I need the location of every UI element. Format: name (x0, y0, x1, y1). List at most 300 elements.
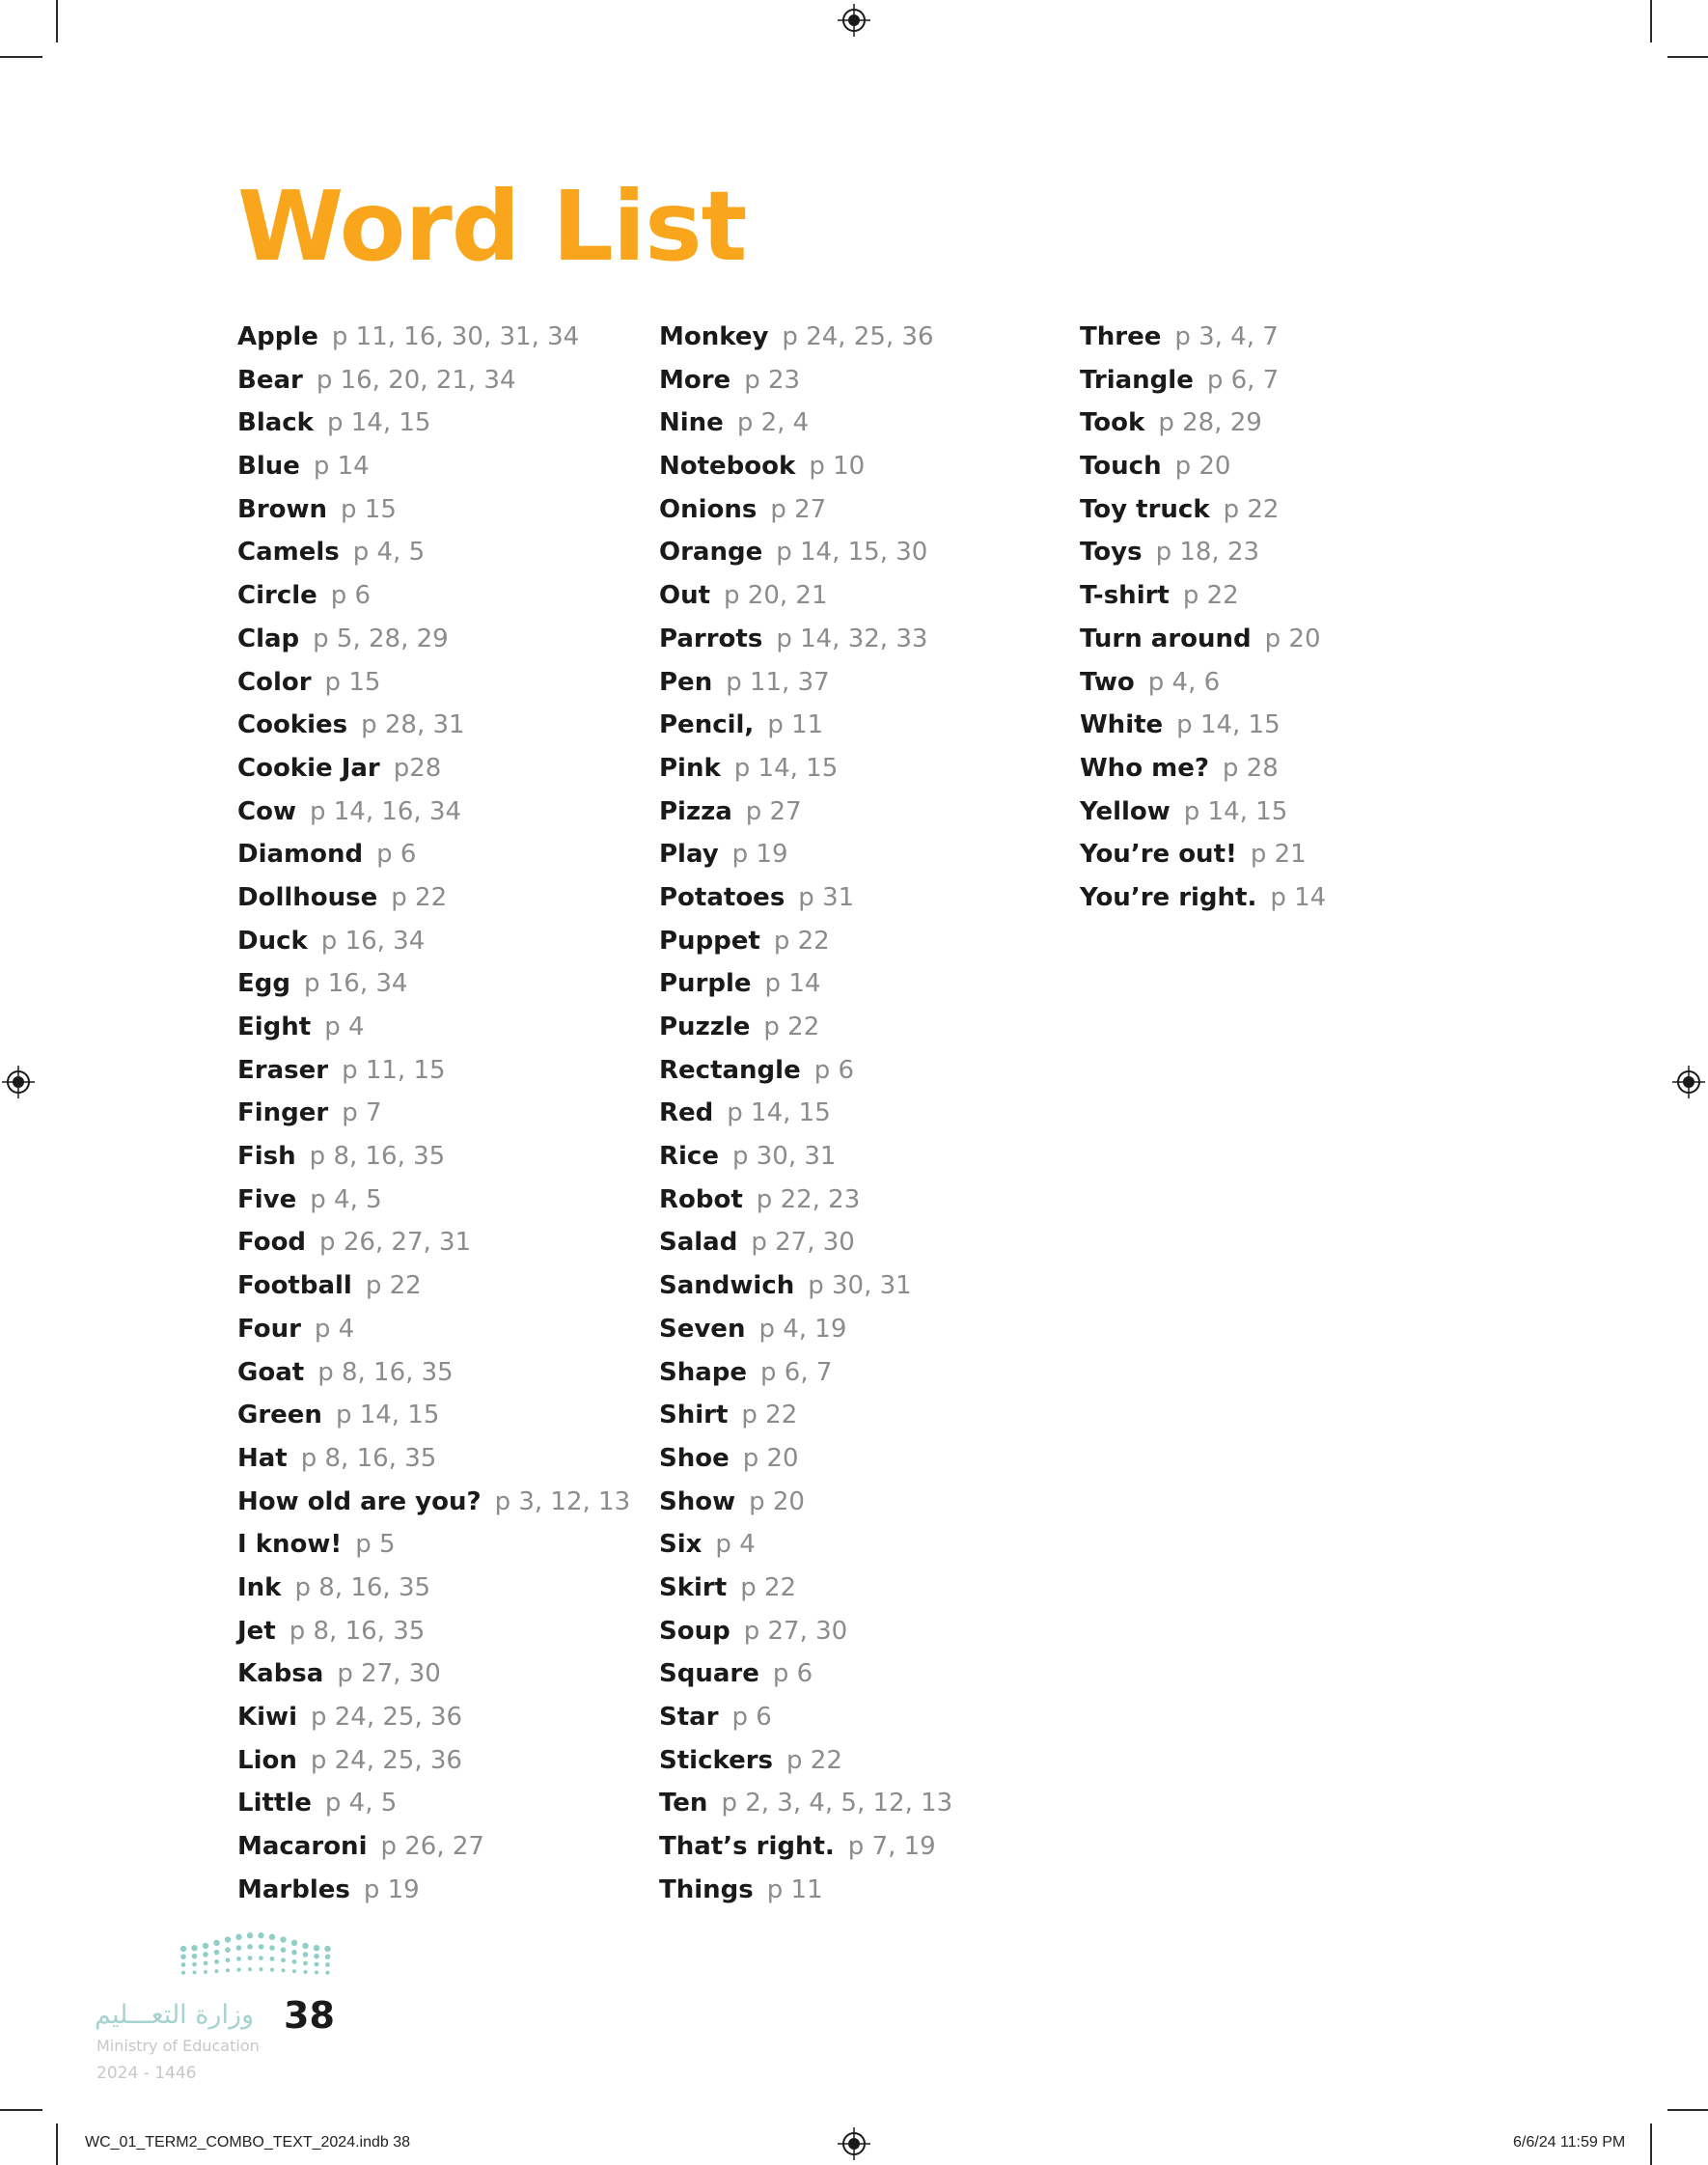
page-reference: p 28, 31 (361, 710, 465, 740)
page-reference: p 14, 15 (733, 753, 839, 783)
word-entry (237, 1569, 630, 1613)
word-entry (659, 404, 952, 448)
word-label: Goat (237, 1357, 305, 1387)
word-entry (659, 1828, 952, 1872)
word-entry (1080, 750, 1326, 793)
page-reference: p 16, 20, 21, 34 (316, 365, 516, 395)
ministry-name: Ministry of Education (96, 2037, 260, 2055)
word-entry (659, 793, 952, 837)
page-reference: p 20, 21 (724, 581, 828, 611)
word-entry (659, 1267, 952, 1311)
word-label: Food (237, 1228, 307, 1258)
page-number: 38 (284, 1994, 335, 2037)
page-reference: p 2, 4 (736, 408, 810, 438)
word-label: Touch (1080, 452, 1162, 482)
word-label: Puzzle (659, 1013, 751, 1041)
word-entry (237, 1484, 630, 1527)
word-entry (1080, 707, 1326, 750)
word-entry (659, 448, 952, 491)
page-reference: p 20 (742, 1443, 799, 1473)
page-reference: p 27 (745, 796, 802, 826)
page-reference: p 20 (1264, 624, 1321, 653)
page-reference: p 8, 16, 35 (289, 1616, 426, 1646)
word-entry (237, 1009, 630, 1052)
page-reference: p 21 (1250, 840, 1307, 870)
word-label: T-shirt (1080, 581, 1170, 611)
word-entry (237, 1354, 630, 1398)
page-reference: p 24, 25, 36 (311, 1703, 463, 1732)
word-label: Shirt (659, 1401, 729, 1430)
word-label: Brown (237, 494, 328, 524)
word-entry (237, 448, 630, 491)
logo-dot (260, 1967, 263, 1971)
word-entry (237, 707, 630, 750)
word-entry (1080, 879, 1326, 923)
word-label: Ten (659, 1789, 708, 1818)
word-label: Toys (1080, 538, 1143, 568)
registration-mark-icon (838, 4, 870, 37)
word-label: Orange (659, 538, 763, 568)
page-reference: p 22 (763, 1013, 820, 1041)
word-label: More (659, 365, 731, 395)
word-label: Bear (237, 365, 303, 395)
page-reference: p 2, 3, 4, 5, 12, 13 (721, 1789, 953, 1818)
logo-dot (302, 1943, 308, 1949)
logo-dot (192, 1954, 198, 1959)
word-label: Onions (659, 494, 758, 524)
word-label: Football (237, 1271, 352, 1301)
word-label: Potatoes (659, 882, 785, 912)
word-label: Green (237, 1401, 322, 1430)
word-label: Shoe (659, 1443, 730, 1473)
logo-dot (325, 1962, 330, 1967)
logo-dot (226, 1968, 230, 1972)
logo-dot (292, 1959, 297, 1964)
page-reference: p 14, 15, 30 (776, 538, 928, 568)
word-column-3 (1080, 319, 1326, 923)
page-reference: p 14, 15 (1176, 710, 1281, 740)
word-label: Marbles (237, 1874, 350, 1904)
page-reference: p 7, 19 (847, 1832, 936, 1862)
word-entry (659, 1872, 952, 1915)
word-entry (237, 1440, 630, 1484)
word-label: Pen (659, 667, 713, 697)
word-label: That’s right. (659, 1832, 835, 1862)
word-entry (1080, 448, 1326, 491)
logo-dot (180, 1946, 186, 1952)
logo-dot (247, 1944, 253, 1950)
word-entry (659, 1052, 952, 1096)
logo-dot (270, 1968, 274, 1972)
word-label: Eraser (237, 1055, 329, 1085)
word-entry (237, 577, 630, 621)
page-reference: p 4, 19 (758, 1314, 847, 1344)
word-label: Toy truck (1080, 494, 1210, 524)
word-label: Cow (237, 796, 296, 826)
word-label: Pink (659, 753, 721, 783)
page-reference: p 6, 7 (1206, 365, 1280, 395)
word-entry (237, 1267, 630, 1311)
word-label: White (1080, 710, 1164, 740)
page-reference: p 22 (786, 1745, 842, 1775)
word-label: Shape (659, 1357, 748, 1387)
page-reference: p 24, 25, 36 (782, 322, 934, 351)
word-label: Clap (237, 624, 300, 653)
page-reference: p 14 (1270, 882, 1327, 912)
word-entry (659, 1655, 952, 1699)
word-entry (659, 1009, 952, 1052)
crop-mark (0, 56, 42, 58)
page-reference: p 23 (744, 365, 801, 395)
page-reference: p 6 (813, 1055, 855, 1085)
word-label: Seven (659, 1314, 746, 1344)
page-reference: p 14, 16, 34 (309, 796, 462, 826)
word-entry (237, 1699, 630, 1742)
word-entry (237, 1613, 630, 1656)
word-label: Circle (237, 581, 317, 611)
word-label: Who me? (1080, 753, 1209, 783)
word-entry (237, 534, 630, 577)
logo-dot (204, 1961, 208, 1966)
word-label: Black (237, 408, 314, 438)
word-label: Purple (659, 969, 752, 999)
logo-dot (259, 1956, 263, 1960)
logo-dot (181, 1971, 185, 1975)
word-label: Eight (237, 1013, 312, 1041)
logo-dot (324, 1946, 330, 1952)
word-label: Rectangle (659, 1055, 801, 1085)
page-reference: p 4, 5 (324, 1789, 398, 1818)
page-reference: p 14, 15 (335, 1401, 440, 1430)
page-reference: p 14, 15 (1183, 796, 1288, 826)
word-label: Kiwi (237, 1703, 297, 1732)
logo-dot (247, 1932, 253, 1938)
word-entry (237, 1052, 630, 1096)
page-reference: p 15 (324, 667, 381, 697)
logo-dot (258, 1932, 263, 1938)
word-entry (237, 1397, 630, 1440)
page-reference: p 18, 23 (1155, 538, 1260, 568)
word-entry (237, 1311, 630, 1354)
page-reference: p 6 (772, 1659, 813, 1689)
word-label: Camels (237, 538, 340, 568)
crop-mark (1667, 56, 1708, 58)
word-label: Egg (237, 969, 290, 999)
page-reference: p 14, 32, 33 (776, 624, 928, 653)
logo-dot (326, 1971, 330, 1975)
word-label: Ink (237, 1572, 282, 1602)
page-reference: p 11, 15 (342, 1055, 446, 1085)
word-label: Rice (659, 1142, 719, 1172)
word-entry (237, 1138, 630, 1181)
word-entry (1080, 362, 1326, 405)
logo-dot (314, 1945, 319, 1951)
logo-dot (225, 1936, 231, 1942)
logo-dot (314, 1954, 319, 1959)
word-label: Kabsa (237, 1659, 324, 1689)
word-entry (237, 836, 630, 879)
word-entry (237, 362, 630, 405)
word-label: Dollhouse (237, 882, 378, 912)
page-reference: p 14, 15 (326, 408, 431, 438)
page-reference: p 16, 34 (320, 926, 426, 956)
word-entry (237, 1095, 630, 1138)
page-reference: p 6, 7 (760, 1357, 833, 1387)
page-reference: p 14 (764, 969, 821, 999)
logo-dot (191, 1945, 197, 1951)
word-entry (659, 707, 952, 750)
word-entry (237, 621, 630, 664)
word-entry (237, 1742, 630, 1786)
word-label: Show (659, 1486, 736, 1516)
word-entry (237, 1224, 630, 1267)
word-entry (1080, 621, 1326, 664)
word-label: Pizza (659, 796, 732, 826)
word-entry (659, 1526, 952, 1569)
logo-dot (280, 1936, 286, 1942)
logo-dot (226, 1957, 231, 1962)
word-entry (237, 1785, 630, 1828)
word-entry (237, 923, 630, 966)
word-entry (1080, 577, 1326, 621)
word-entry (659, 1484, 952, 1527)
word-label: Puppet (659, 926, 760, 956)
word-entry (237, 1655, 630, 1699)
logo-dot (225, 1947, 231, 1953)
crop-mark (1667, 2109, 1708, 2111)
word-entry (659, 1224, 952, 1267)
word-label: Monkey (659, 322, 769, 351)
word-entry (659, 534, 952, 577)
page-reference: p 15 (341, 494, 397, 524)
word-entry (659, 621, 952, 664)
word-label: Blue (237, 452, 300, 482)
page-reference: p 22 (391, 882, 448, 912)
page-reference: p 16, 34 (303, 969, 408, 999)
page-reference: p 6 (330, 581, 372, 611)
word-label: Sandwich (659, 1271, 795, 1301)
word-entry (659, 1742, 952, 1786)
word-entry (659, 362, 952, 405)
word-label: Took (1080, 408, 1145, 438)
logo-dot (292, 1969, 296, 1973)
word-entry (659, 1440, 952, 1484)
word-entry (659, 319, 952, 362)
page-reference: p 31 (798, 882, 855, 912)
page-reference: p 27, 30 (337, 1659, 441, 1689)
word-entry (237, 1872, 630, 1915)
word-entry (659, 577, 952, 621)
logo-dot (315, 1971, 318, 1975)
word-entry (659, 1569, 952, 1613)
logo-dot (248, 1956, 253, 1960)
page-reference: p 6 (376, 840, 417, 870)
logo-dot (215, 1969, 219, 1973)
word-label: Lion (237, 1745, 297, 1775)
word-label: Parrots (659, 624, 763, 653)
word-label: Finger (237, 1098, 329, 1128)
page-reference: p 5, 28, 29 (313, 624, 449, 653)
logo-dot (282, 1968, 286, 1972)
logo-dot (235, 1934, 241, 1940)
word-entry (237, 879, 630, 923)
word-entry (659, 1138, 952, 1181)
word-label: Diamond (237, 840, 364, 870)
word-entry (237, 491, 630, 535)
word-label: Triangle (1080, 365, 1194, 395)
word-label: Robot (659, 1184, 743, 1214)
logo-dot (204, 1970, 207, 1974)
page-reference: p 5 (355, 1530, 396, 1560)
registration-mark-icon (1672, 1066, 1705, 1098)
page-reference: p 22 (1182, 581, 1239, 611)
registration-mark-icon (2, 1066, 35, 1098)
word-label: Four (237, 1314, 301, 1344)
page-reference: p 14 (313, 452, 370, 482)
page-reference: p 24, 25, 36 (310, 1745, 462, 1775)
page-reference: p 27, 30 (751, 1228, 855, 1258)
page-reference: p 19 (731, 840, 788, 870)
word-label: Things (659, 1874, 754, 1904)
page-reference: p 22 (365, 1271, 422, 1301)
logo-dot (181, 1962, 186, 1967)
logo-dot (236, 1945, 242, 1951)
word-label: Duck (237, 926, 308, 956)
crop-mark (1650, 2123, 1652, 2165)
word-label: Nine (659, 408, 724, 438)
page-reference: p 3, 12, 13 (494, 1486, 631, 1516)
page-reference: p 20 (749, 1486, 805, 1516)
word-entry (659, 491, 952, 535)
word-column-1 (237, 319, 630, 1914)
page-reference: p 10 (809, 452, 866, 482)
word-entry (237, 1181, 630, 1225)
logo-dot (214, 1950, 220, 1956)
word-label: Macaroni (237, 1832, 368, 1862)
page-reference: p 27, 30 (743, 1616, 848, 1646)
logo-dot (248, 1967, 252, 1971)
logo-dot (259, 1944, 264, 1950)
page-reference: p 22 (741, 1401, 798, 1430)
page-reference: p 8, 16, 35 (300, 1443, 437, 1473)
word-label: Pencil, (659, 710, 755, 740)
logo-dot (291, 1940, 297, 1946)
page-reference: p 14, 15 (727, 1098, 831, 1128)
word-column-2 (659, 319, 952, 1914)
logo-dot (281, 1947, 287, 1953)
logo-dot (270, 1957, 275, 1961)
page-reference: p 8, 16, 35 (317, 1357, 454, 1387)
word-entry (659, 1311, 952, 1354)
page-reference: p 3, 4, 7 (1174, 322, 1279, 351)
logo-dot (192, 1962, 197, 1967)
word-label: Soup (659, 1616, 730, 1646)
page-reference: p 8, 16, 35 (294, 1572, 431, 1602)
word-entry (659, 1613, 952, 1656)
word-label: Little (237, 1789, 312, 1818)
word-label: Apple (237, 322, 318, 351)
word-label: Jet (237, 1616, 276, 1646)
logo-dot (304, 1970, 308, 1974)
page-reference: p 6 (731, 1703, 772, 1732)
page-title: Word List (237, 170, 747, 283)
registration-mark-icon (838, 2127, 870, 2160)
word-label: How old are you? (237, 1486, 482, 1516)
word-entry (237, 965, 630, 1009)
page-reference: p 27 (770, 494, 827, 524)
word-label: Stickers (659, 1745, 774, 1775)
word-entry (659, 836, 952, 879)
logo-dot (269, 1945, 275, 1951)
word-label: Square (659, 1659, 759, 1689)
crop-mark (56, 0, 58, 42)
page-reference: p 4, 5 (352, 538, 426, 568)
page-reference: p 11 (767, 710, 824, 740)
logo-dot (203, 1943, 208, 1949)
word-entry (237, 750, 630, 793)
logo-dot (303, 1952, 309, 1957)
word-label: Six (659, 1530, 702, 1560)
page-reference: p 7 (342, 1098, 382, 1128)
word-entry (1080, 836, 1326, 879)
word-label: Salad (659, 1228, 738, 1258)
logo-dot (315, 1962, 319, 1967)
page-reference: p 26, 27, 31 (319, 1228, 472, 1258)
logo-dot (291, 1950, 297, 1956)
page-reference: p 20 (1174, 452, 1231, 482)
page-reference: p 28, 29 (1158, 408, 1262, 438)
page-reference: p 4, 6 (1147, 667, 1221, 697)
crop-mark (1650, 0, 1652, 42)
word-entry (659, 923, 952, 966)
word-label: Two (1080, 667, 1135, 697)
crop-mark (56, 2123, 58, 2165)
page-reference: p 8, 16, 35 (309, 1142, 446, 1172)
logo-dot (237, 1968, 241, 1972)
word-entry (659, 664, 952, 708)
page-reference: p 4 (715, 1530, 756, 1560)
page-reference: p 4, 5 (310, 1184, 382, 1214)
word-entry (237, 1526, 630, 1569)
word-label: Cookies (237, 710, 348, 740)
logo-dot (203, 1952, 208, 1957)
print-slug-date: 6/6/24 11:59 PM (1513, 2134, 1626, 2151)
page-reference: p 22 (740, 1572, 797, 1602)
logo-dot (325, 1954, 331, 1959)
page-reference: p 4 (314, 1314, 355, 1344)
ministry-arabic-name: وزارة التعـــليم (95, 2000, 255, 2030)
word-label: You’re out! (1080, 840, 1237, 870)
word-entry (659, 1397, 952, 1440)
word-entry (1080, 404, 1326, 448)
logo-dot (236, 1957, 241, 1961)
page-reference: p 11 (766, 1874, 823, 1904)
word-entry (237, 664, 630, 708)
page-reference: p 11, 16, 30, 31, 34 (331, 322, 580, 351)
word-entry (659, 1699, 952, 1742)
ministry-year: 2024 - 1446 (96, 2064, 197, 2083)
logo-dot (193, 1971, 197, 1975)
page-reference: p 4 (324, 1013, 365, 1041)
word-entry (1080, 491, 1326, 535)
logo-dot (303, 1961, 308, 1966)
page-reference: p 22 (773, 926, 830, 956)
word-entry (1080, 534, 1326, 577)
page-reference: p 22, 23 (756, 1184, 861, 1214)
word-label: Fish (237, 1142, 296, 1172)
word-entry (1080, 664, 1326, 708)
page-reference: p 22 (1223, 494, 1280, 524)
